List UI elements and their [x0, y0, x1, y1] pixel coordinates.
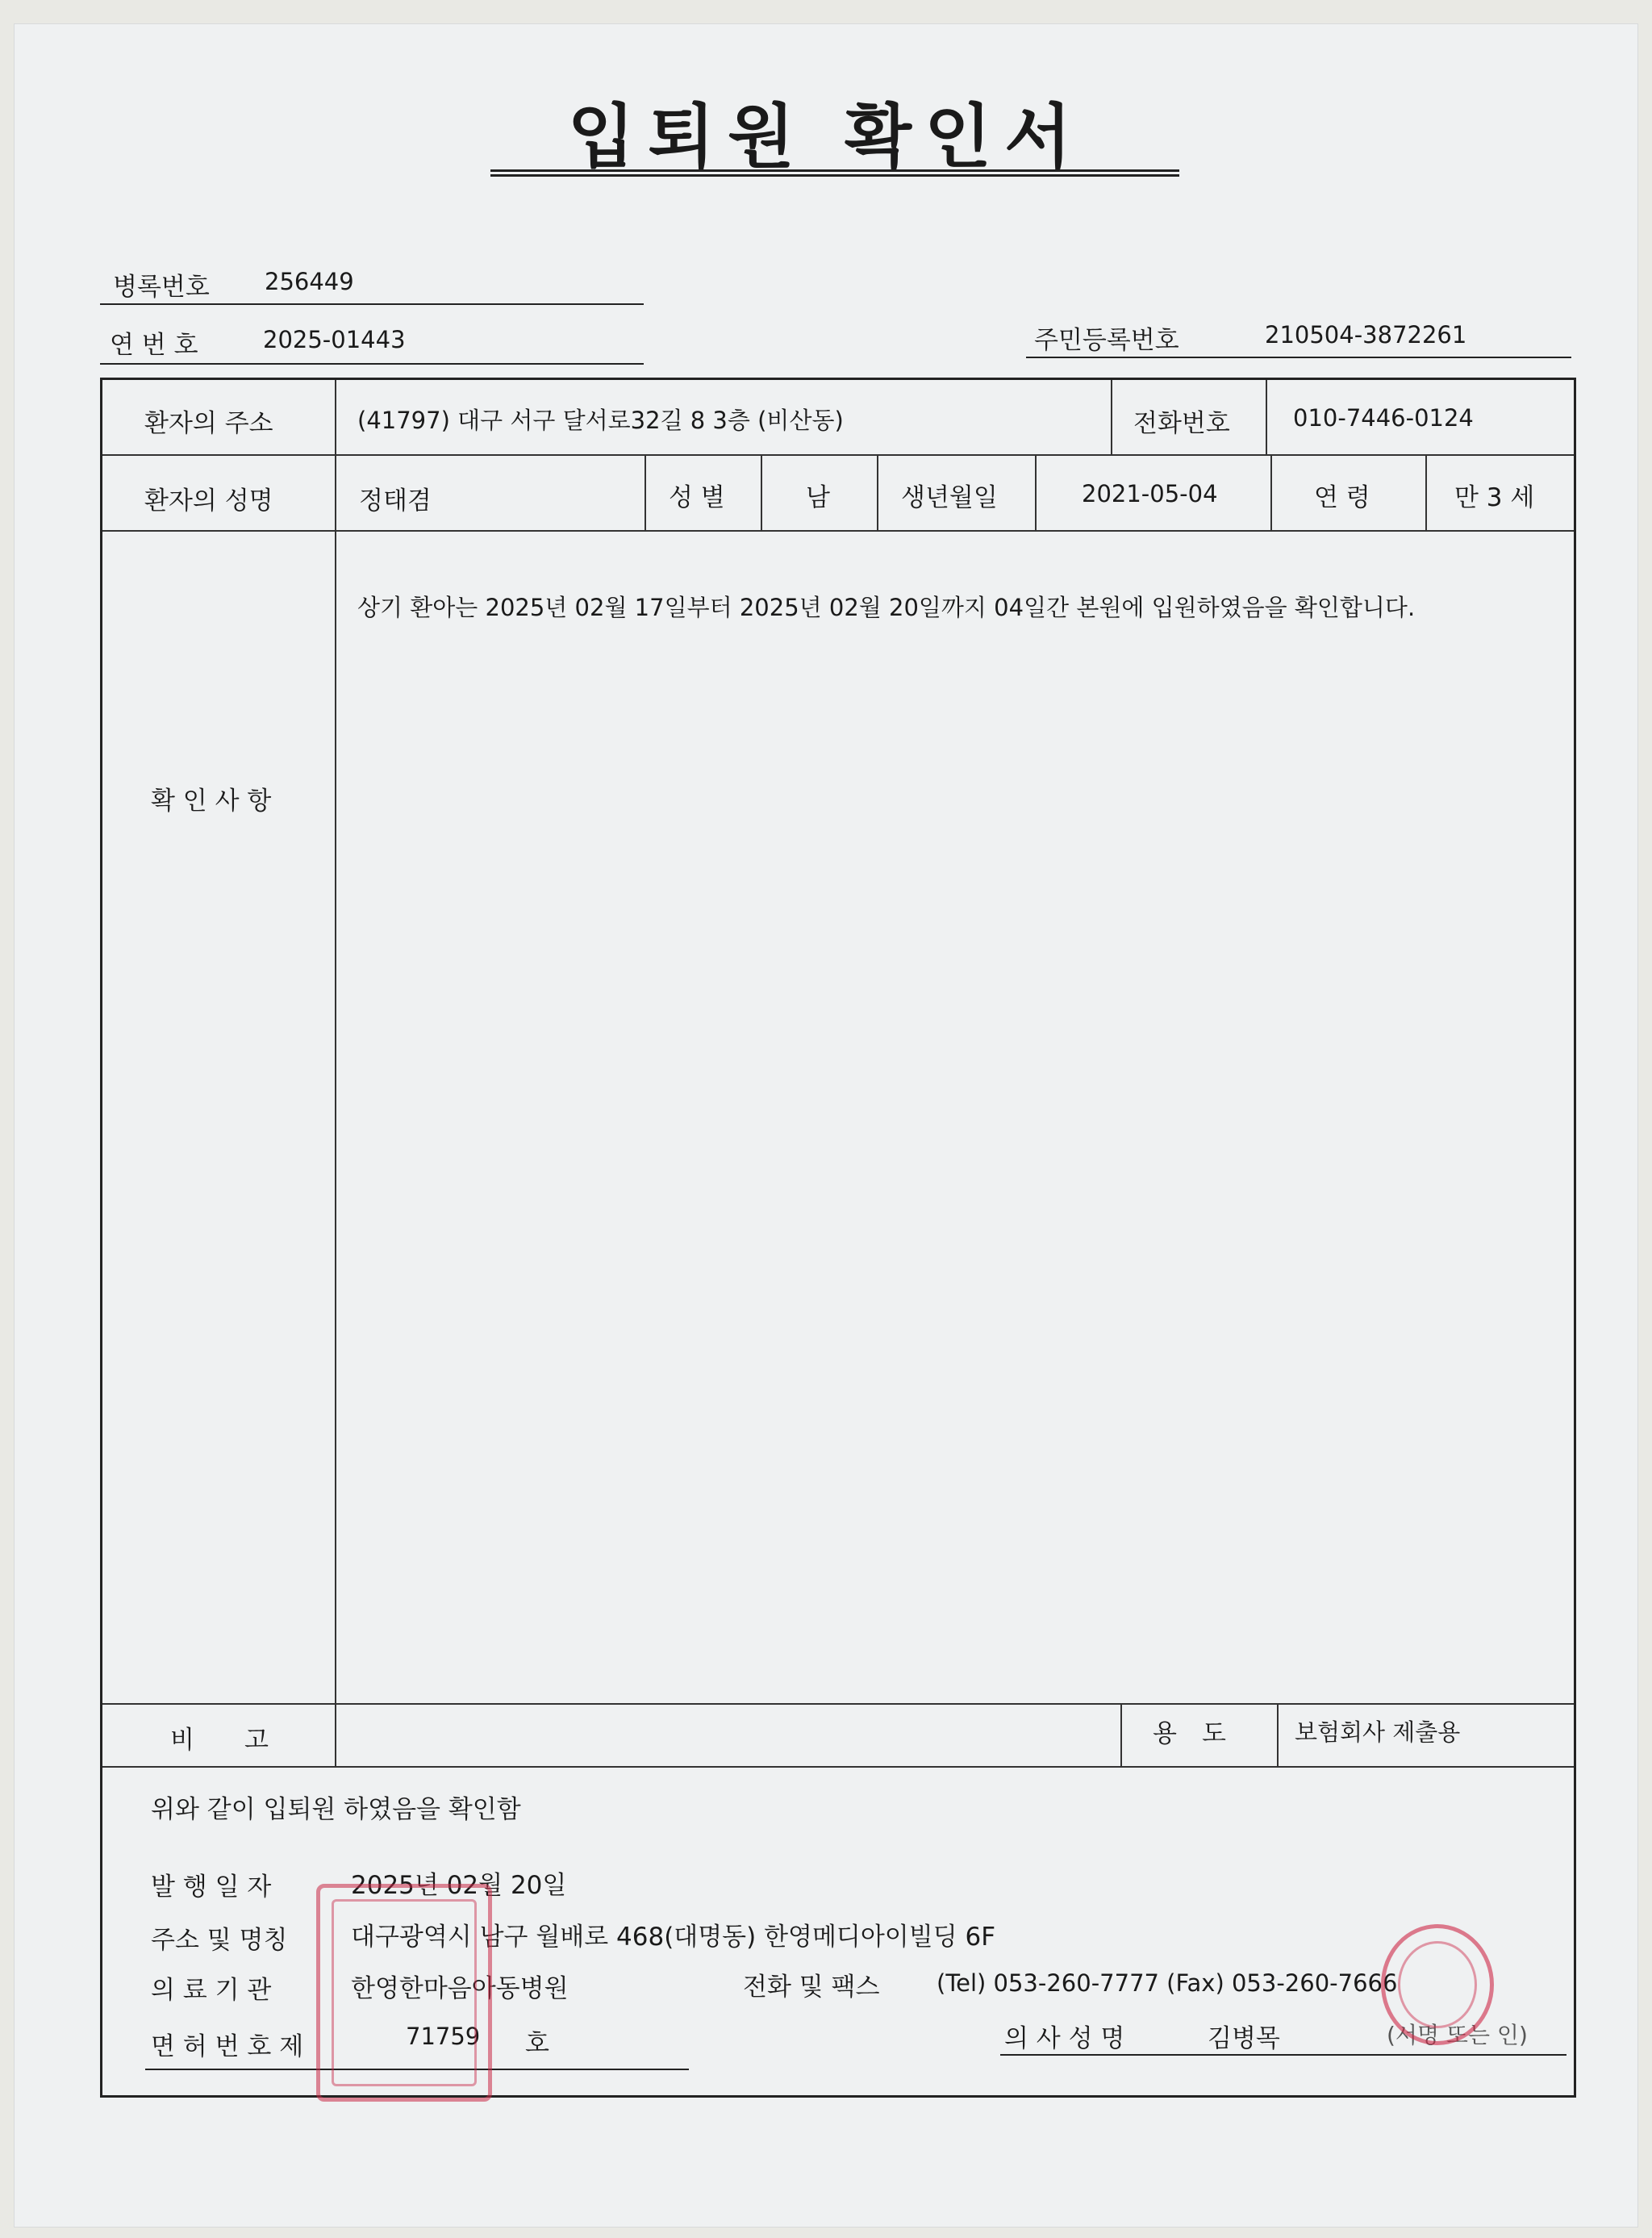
doctor-seal — [1381, 1924, 1494, 2045]
name-sex-divider — [645, 454, 646, 530]
hospital-seal — [316, 1884, 492, 2102]
confirmation-text: 상기 환아는 2025년 02월 17일부터 2025년 02월 20일까지 04일간 본원에 입원하였음을 확인합니다. — [357, 594, 1416, 621]
purpose-value: 보험회사 제출용 — [1295, 1718, 1461, 1746]
title-underline-2 — [490, 174, 1179, 177]
purpose-label-divider — [1277, 1703, 1279, 1766]
sex-label-divider — [761, 454, 762, 530]
row-divider-remarks — [102, 1766, 1574, 1768]
remarks-purpose-divider — [1120, 1703, 1122, 1766]
chart-no-underline — [100, 303, 644, 305]
birth-age-divider — [1270, 454, 1272, 530]
institution-address-value: 대구광역시 남구 월배로 468(대명동) 한영메디아이빌딩 6F — [351, 1923, 996, 1952]
serial-no-value: 2025-01443 — [263, 326, 406, 353]
title-underline-1 — [490, 169, 1179, 172]
issue-date-label: 발 행 일 자 — [151, 1873, 272, 1902]
issue-date-value: 2025년 02월 20일 — [351, 1871, 567, 1900]
doctor-label: 의 사 성 명 — [1004, 2024, 1125, 2053]
remarks-label: 비 고 — [170, 1726, 269, 1755]
age-label: 연 령 — [1314, 483, 1370, 512]
institution-address-label: 주소 및 명칭 — [151, 1926, 288, 1955]
resident-no-underline — [1026, 357, 1571, 358]
contact-value: (Tel) 053-260-7777 (Fax) 053-260-7666 — [937, 1969, 1398, 1997]
document-title: 입퇴원 확인서 — [567, 97, 1085, 177]
sex-birth-divider — [877, 454, 878, 530]
address-label: 환자의 주소 — [144, 409, 273, 438]
age-label-divider — [1425, 454, 1427, 530]
birth-label-divider — [1035, 454, 1037, 530]
chart-no-label: 병록번호 — [113, 273, 210, 302]
institution-name: 한영한마음아동병원 — [351, 1974, 569, 2003]
form-table — [100, 378, 1576, 2098]
label-column-divider — [335, 380, 336, 1766]
age-value: 만 3 세 — [1454, 483, 1535, 512]
row-divider-address — [102, 454, 1574, 456]
sex-label: 성 별 — [669, 483, 725, 512]
phone-label: 전화번호 — [1133, 409, 1230, 438]
address-phone-divider — [1111, 380, 1112, 454]
chart-no-value: 256449 — [265, 268, 354, 295]
serial-no-label: 연 번 호 — [110, 331, 198, 360]
row-divider-name — [102, 530, 1574, 532]
signature-hint: (서명 또는 인) — [1387, 2022, 1528, 2048]
birth-label: 생년월일 — [901, 483, 998, 512]
confirmation-label: 확 인 사 항 — [151, 787, 272, 816]
birth-value: 2021-05-04 — [1082, 480, 1218, 507]
license-label: 면 허 번 호 제 — [151, 2032, 304, 2061]
row-divider-confirmation — [102, 1703, 1574, 1705]
resident-no-value: 210504-3872261 — [1265, 321, 1467, 349]
resident-no-label: 주민등록번호 — [1034, 326, 1179, 355]
serial-no-underline — [100, 363, 644, 365]
phone-value: 010-7446-0124 — [1293, 404, 1474, 432]
purpose-label: 용 도 — [1153, 1719, 1226, 1748]
institution-label: 의 료 기 관 — [151, 1976, 272, 2005]
contact-label: 전화 및 팩스 — [743, 1973, 880, 2002]
address-value: (41797) 대구 서구 달서로32길 8 3층 (비산동) — [357, 407, 844, 434]
doctor-name: 김병목 — [1208, 2024, 1280, 2053]
phone-label-divider — [1266, 380, 1267, 454]
license-suffix: 호 — [525, 2029, 549, 2058]
name-value: 정태겸 — [359, 486, 432, 516]
sex-value: 남 — [806, 483, 830, 512]
doctor-underline — [1000, 2054, 1566, 2056]
license-number: 71759 — [406, 2023, 481, 2050]
footer-statement: 위와 같이 입퇴원 하였음을 확인함 — [151, 1795, 521, 1824]
name-label: 환자의 성명 — [144, 486, 273, 516]
